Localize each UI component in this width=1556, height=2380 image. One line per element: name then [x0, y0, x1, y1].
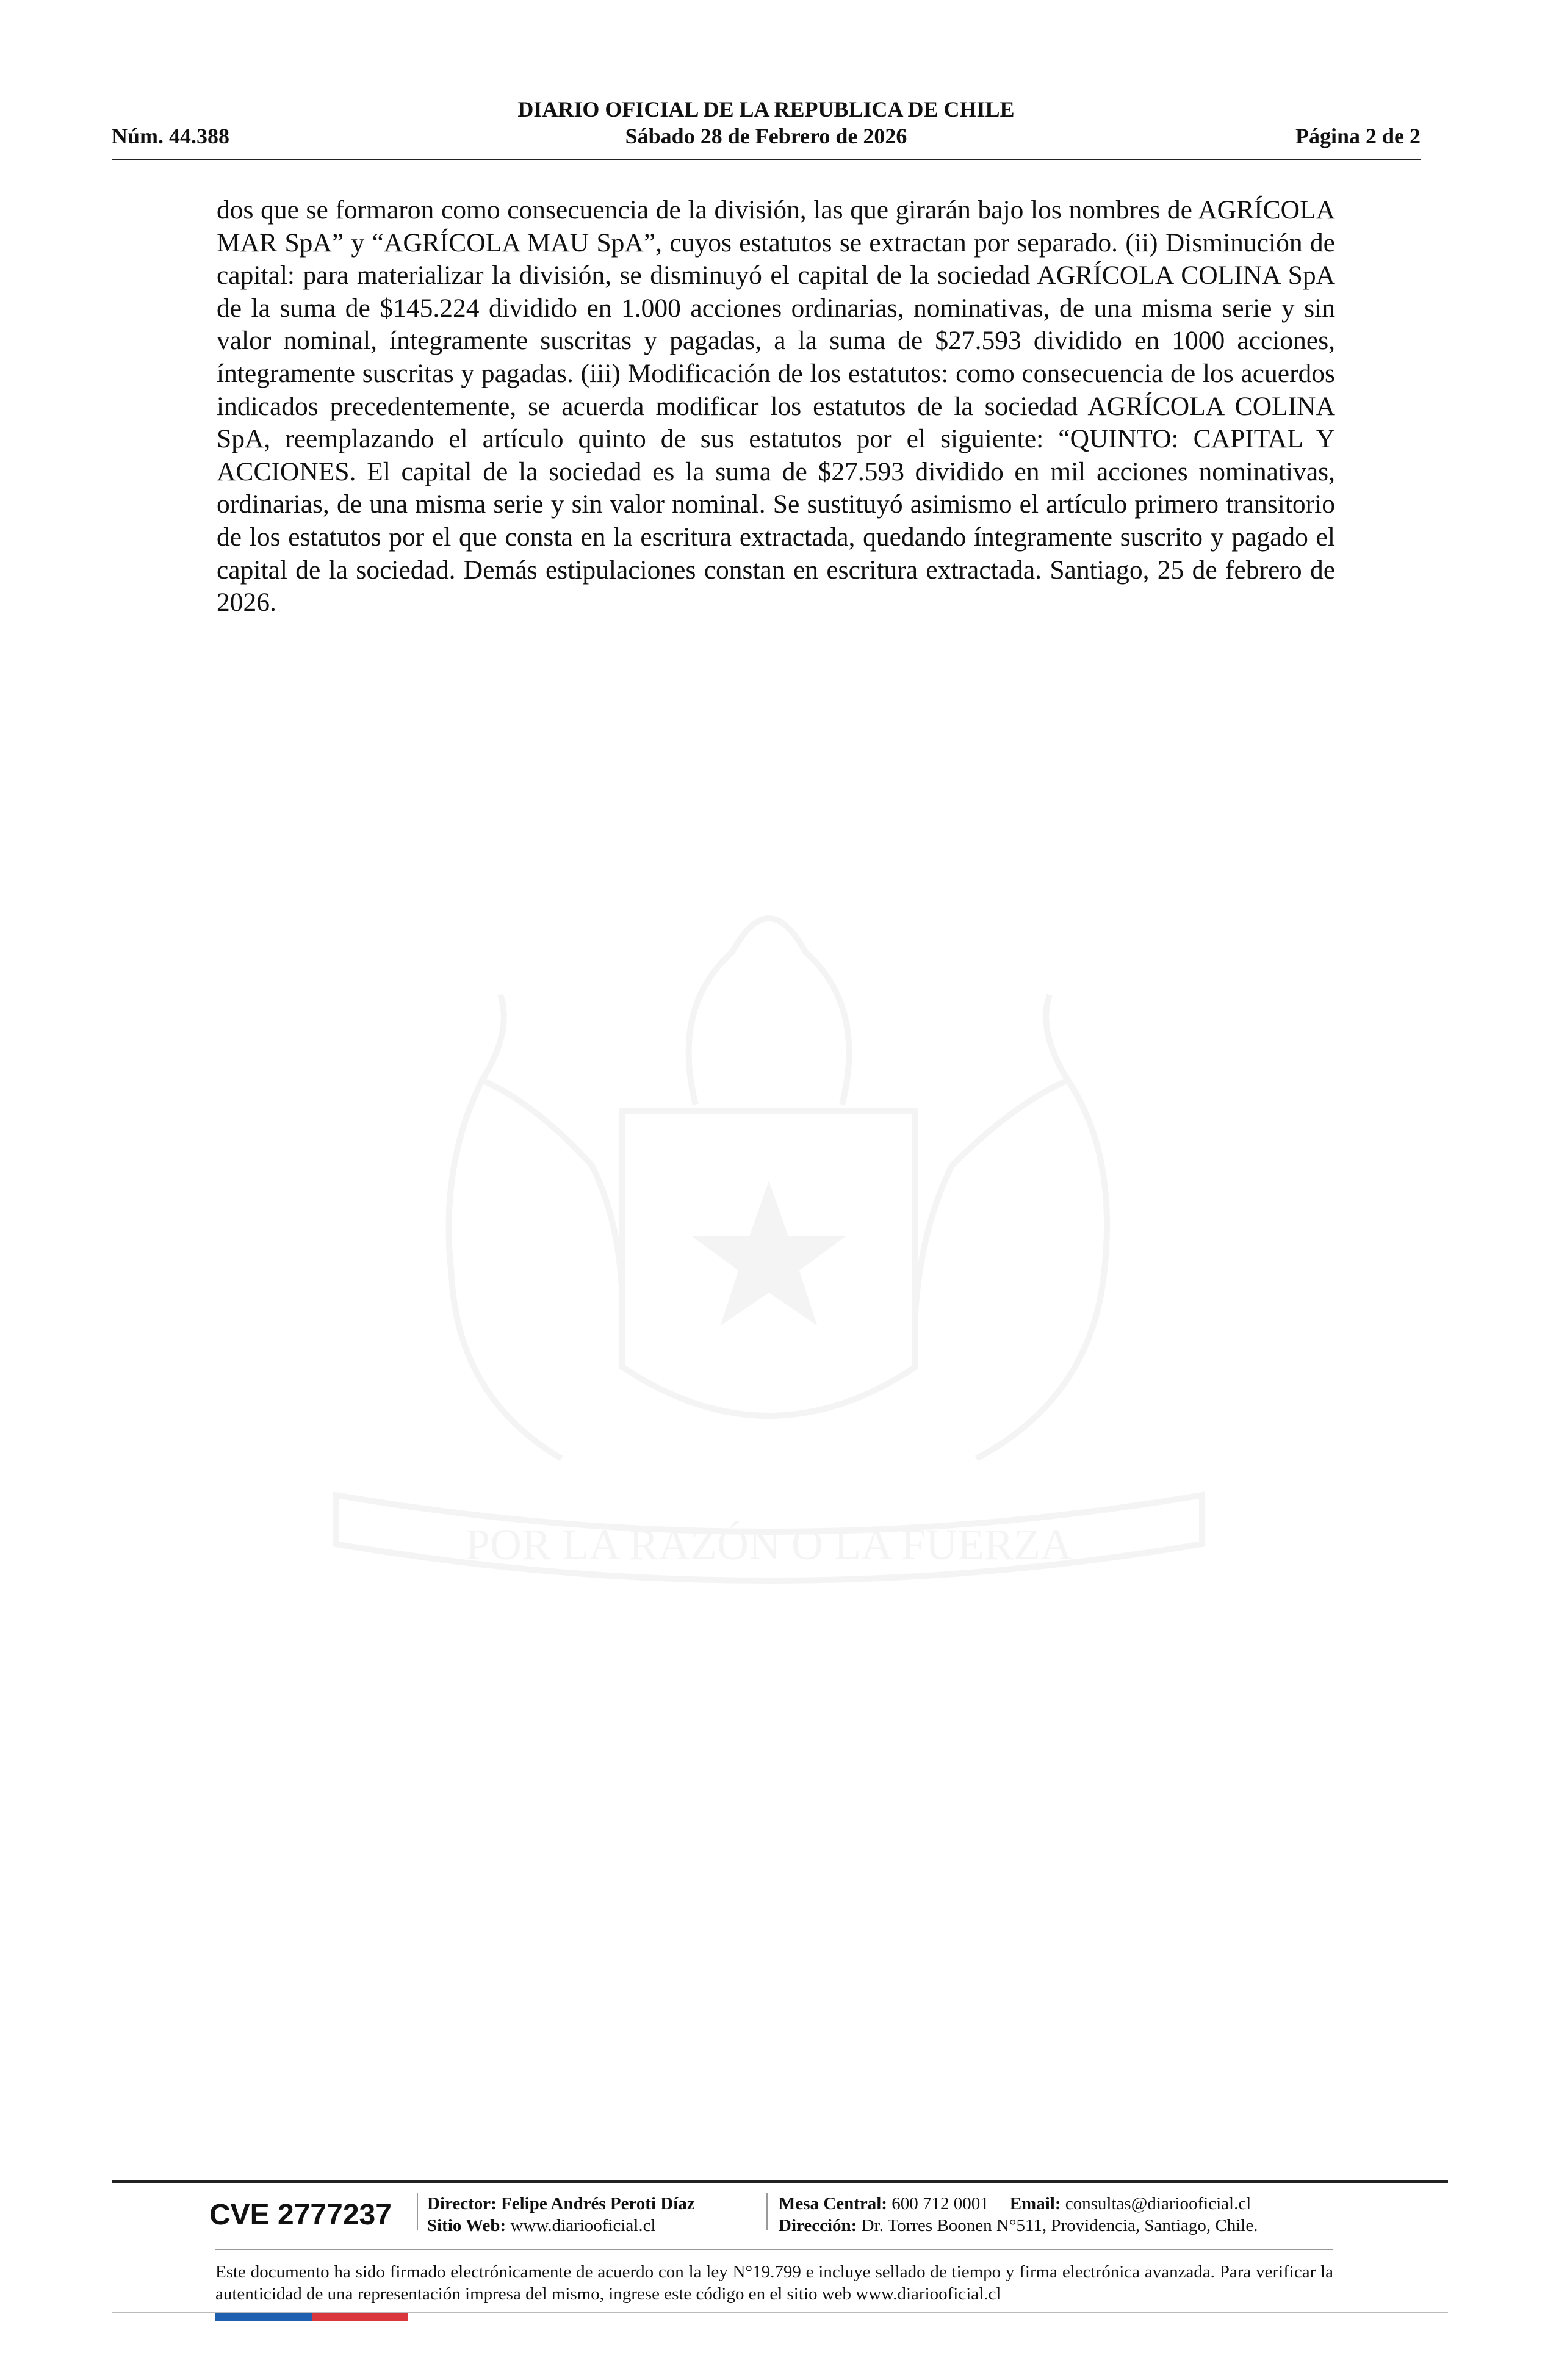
footer-contact-right — [779, 2193, 1258, 2237]
footer-mid-divider — [215, 2249, 1333, 2250]
document-body-paragraph: dos que se formaron como consecuencia de la división, las que girarán bajo los nombres de AGRÍCOLA MAR SpA” y “AGRÍCOLA MAU SpA”, cuyos estatutos se extractan por separado. (ii) Disminución de capital: para materializar la división, se disminuyó el capital de la sociedad AGRÍCOLA COLINA SpA de la suma de $145.224 dividido en 1.000 acciones ordinarias, nominativas, de una misma serie y sin valor nominal, íntegramente suscritas y pagadas, a la suma de $27.593 dividido en 1000 acciones, íntegramente suscritas y pagadas. (iii) Modificación de los estatutos: como consecuencia de los acuerdos indicados precedentemente, se acuerda modificar los estatutos de la sociedad AGRÍCOLA COLINA SpA, reemplazando el artículo quinto de sus estatutos por el siguiente: “QUINTO: CAPITAL Y ACCIONES. El capital de la sociedad es la suma de $27.593 dividido en mil acciones nominativas, ordinarias, de una misma serie y sin valor nominal. Se sustituyó asimismo el artículo primero transitorio de los estatutos por el que consta en la escritura extractada, quedando íntegramente suscrito y pagado el capital de la sociedad. Demás estipulaciones constan en escritura extractada. Santiago, 25 de febrero de 2026. — [217, 195, 1335, 618]
electronic-signature-notice: Este documento ha sido firmado electrónicamente de acuerdo con la ley N°19.799 e incluye sellado de tiempo y firma electrónica avanzada. Para verificar la autenticidad de una representación impresa del mismo, ingrese este código en el sitio web www.diariooficial.cl — [215, 2262, 1333, 2304]
publication-title: DIARIO OFICIAL DE LA REPUBLICA DE CHILE — [517, 97, 1015, 121]
flag-color-bar — [215, 2313, 408, 2321]
website-link[interactable]: www.diariooficial.cl — [510, 2216, 656, 2235]
phone-label: Mesa Central: — [779, 2194, 887, 2213]
condor-figure — [915, 995, 1107, 1459]
address-value: Dr. Torres Boonen N°511, Providencia, Santiago, Chile. — [861, 2216, 1258, 2235]
email-link[interactable]: consultas@diariooficial.cl — [1065, 2194, 1252, 2213]
header-meta-row — [112, 123, 1421, 151]
huemul-figure — [449, 995, 622, 1459]
issue-number: Núm. 44.388 — [112, 124, 230, 148]
cve-code: CVE 2777237 — [209, 2199, 392, 2231]
page-footer — [112, 2180, 1448, 2327]
flag-blue-segment — [215, 2313, 312, 2321]
footer-top-divider — [112, 2180, 1448, 2183]
plumes — [689, 918, 849, 1105]
director-name: Felipe Andrés Peroti Díaz — [501, 2194, 695, 2213]
director-label: Director: — [427, 2194, 497, 2213]
flag-red-segment — [312, 2313, 408, 2321]
shield-star — [701, 1190, 837, 1318]
phone-number: 600 712 0001 — [891, 2194, 989, 2213]
footer-divider-1 — [417, 2193, 418, 2230]
email-label: Email: — [1009, 2194, 1061, 2213]
coat-of-arms-watermark — [195, 848, 1342, 1703]
website-label: Sitio Web: — [427, 2216, 506, 2235]
page-header — [112, 92, 1421, 160]
footer-divider-2 — [766, 2193, 768, 2230]
motto-text: POR LA RAZÓN O LA FUERZA — [465, 1520, 1073, 1569]
address-label: Dirección: — [779, 2216, 857, 2235]
issue-date: Sábado 28 de Febrero de 2026 — [625, 124, 907, 148]
page-indicator: Página 2 de 2 — [1295, 124, 1421, 148]
footer-contact-left — [427, 2193, 695, 2237]
